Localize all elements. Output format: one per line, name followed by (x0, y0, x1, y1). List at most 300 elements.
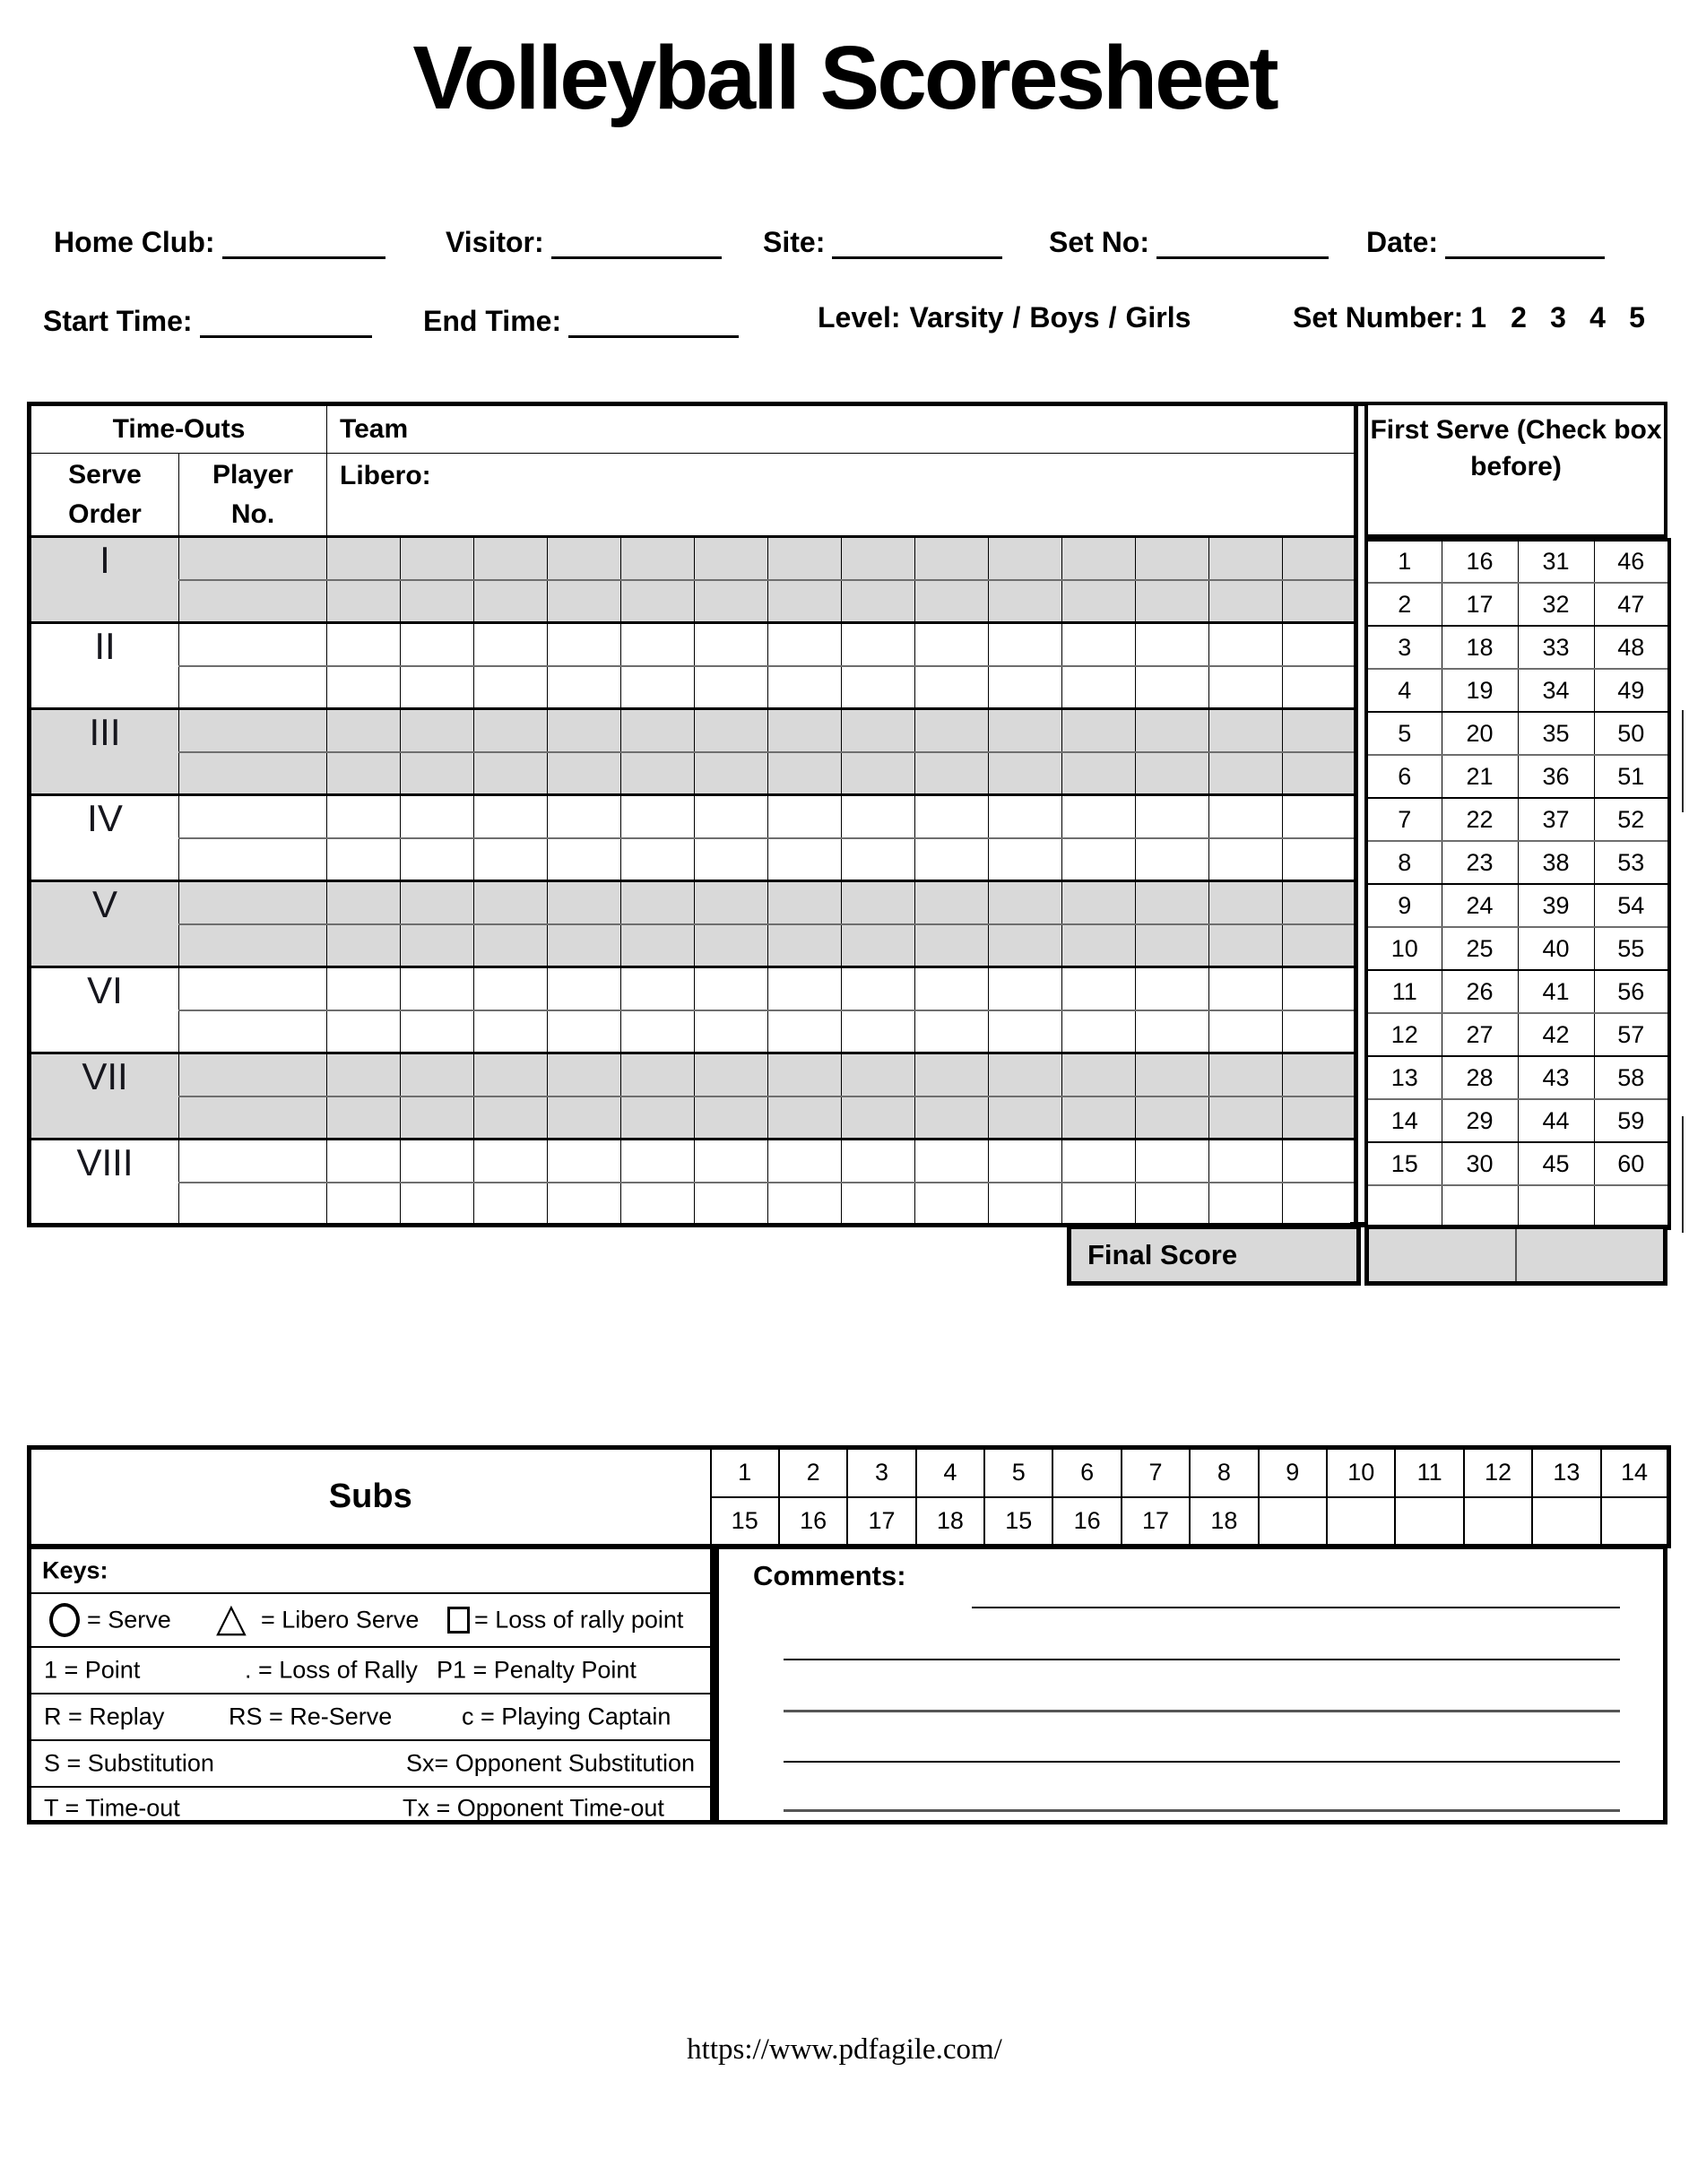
first-serve-number-cell[interactable]: 19 (1442, 669, 1518, 712)
first-serve-number-cell[interactable]: 27 (1442, 1013, 1518, 1056)
score-grid-cell[interactable] (327, 623, 401, 666)
player-no-cell[interactable] (179, 1183, 327, 1226)
score-grid-cell[interactable] (474, 881, 548, 924)
score-grid-cell[interactable] (989, 666, 1062, 709)
score-grid-cell[interactable] (401, 666, 474, 709)
first-serve-number-cell[interactable]: 23 (1442, 841, 1518, 884)
first-serve-number-cell[interactable]: 44 (1518, 1099, 1594, 1142)
score-grid-cell[interactable] (989, 924, 1062, 967)
score-grid-cell[interactable] (1062, 924, 1136, 967)
subs-cell[interactable]: 18 (1190, 1497, 1258, 1547)
score-grid-cell[interactable] (621, 881, 695, 924)
score-grid-cell[interactable] (1209, 1010, 1283, 1053)
score-grid-cell[interactable] (474, 1096, 548, 1140)
score-grid-cell[interactable] (695, 666, 768, 709)
score-grid-cell[interactable] (842, 1183, 915, 1226)
score-grid-cell[interactable] (1062, 752, 1136, 795)
first-serve-number-cell[interactable]: 26 (1442, 970, 1518, 1013)
score-grid-cell[interactable] (327, 924, 401, 967)
first-serve-number-cell[interactable]: 42 (1518, 1013, 1594, 1056)
score-grid-cell[interactable] (695, 709, 768, 752)
comment-line[interactable] (784, 1761, 1620, 1763)
first-serve-number-cell[interactable]: 53 (1594, 841, 1669, 884)
first-serve-number-cell[interactable]: 60 (1594, 1142, 1669, 1185)
score-grid-cell[interactable] (548, 1010, 621, 1053)
player-no-cell[interactable] (179, 838, 327, 881)
subs-cell[interactable]: 17 (847, 1497, 915, 1547)
score-grid-cell[interactable] (768, 795, 842, 838)
score-grid-cell[interactable] (474, 838, 548, 881)
score-grid-cell[interactable] (989, 1096, 1062, 1140)
score-grid-cell[interactable] (1209, 924, 1283, 967)
score-grid-cell[interactable] (1062, 1140, 1136, 1183)
score-grid-cell[interactable] (768, 924, 842, 967)
subs-cell[interactable] (1259, 1497, 1327, 1547)
score-grid-cell[interactable] (401, 537, 474, 580)
score-grid-cell[interactable] (1136, 623, 1209, 666)
home-club-field[interactable] (222, 222, 385, 259)
score-grid-cell[interactable] (327, 1183, 401, 1226)
score-grid-cell[interactable] (621, 967, 695, 1010)
first-serve-number-cell[interactable]: 33 (1518, 626, 1594, 669)
score-grid-cell[interactable] (989, 967, 1062, 1010)
subs-cell[interactable]: 15 (984, 1497, 1052, 1547)
subs-cell[interactable] (1601, 1497, 1669, 1547)
score-grid-cell[interactable] (915, 709, 989, 752)
score-grid-cell[interactable] (621, 752, 695, 795)
score-grid-cell[interactable] (1283, 1183, 1356, 1226)
score-grid-cell[interactable] (548, 1096, 621, 1140)
score-grid-cell[interactable] (695, 537, 768, 580)
score-grid-cell[interactable] (1062, 666, 1136, 709)
subs-cell[interactable] (1532, 1497, 1600, 1547)
score-grid-cell[interactable] (1136, 580, 1209, 623)
score-grid-cell[interactable] (1209, 623, 1283, 666)
score-grid-cell[interactable] (548, 709, 621, 752)
score-grid-cell[interactable] (1136, 838, 1209, 881)
score-grid-cell[interactable] (1062, 881, 1136, 924)
score-grid-cell[interactable] (621, 666, 695, 709)
footer-url[interactable]: https://www.pdfagile.com/ (687, 2033, 1002, 2066)
first-serve-number-cell[interactable]: 57 (1594, 1013, 1669, 1056)
first-serve-number-cell[interactable]: 2 (1366, 583, 1442, 626)
score-grid-cell[interactable] (1209, 1140, 1283, 1183)
score-grid-cell[interactable] (621, 1053, 695, 1096)
score-grid-cell[interactable] (842, 881, 915, 924)
score-grid-cell[interactable] (768, 752, 842, 795)
first-serve-number-cell[interactable]: 34 (1518, 669, 1594, 712)
score-grid-cell[interactable] (989, 580, 1062, 623)
score-grid-cell[interactable] (401, 1010, 474, 1053)
score-grid-cell[interactable] (1062, 1183, 1136, 1226)
first-serve-number-cell[interactable]: 31 (1518, 540, 1594, 583)
subs-cell[interactable]: 9 (1259, 1448, 1327, 1497)
first-serve-number-cell[interactable]: 58 (1594, 1056, 1669, 1099)
score-grid-cell[interactable] (327, 752, 401, 795)
score-grid-cell[interactable] (621, 1096, 695, 1140)
first-serve-number-cell[interactable]: 50 (1594, 712, 1669, 755)
score-grid-cell[interactable] (842, 709, 915, 752)
subs-cell[interactable]: 3 (847, 1448, 915, 1497)
first-serve-number-cell[interactable]: 40 (1518, 927, 1594, 970)
score-grid-cell[interactable] (548, 666, 621, 709)
score-grid-cell[interactable] (768, 1183, 842, 1226)
score-grid-cell[interactable] (621, 924, 695, 967)
score-grid-cell[interactable] (1136, 795, 1209, 838)
score-grid-cell[interactable] (1283, 924, 1356, 967)
player-no-cell[interactable] (179, 1096, 327, 1140)
first-serve-number-cell[interactable]: 43 (1518, 1056, 1594, 1099)
start-time-field[interactable] (200, 301, 372, 338)
score-grid-cell[interactable] (989, 537, 1062, 580)
set-number-option[interactable]: 5 (1629, 301, 1645, 334)
score-grid-cell[interactable] (1136, 666, 1209, 709)
score-grid-cell[interactable] (474, 537, 548, 580)
libero-label[interactable]: Libero: (327, 454, 1356, 537)
first-serve-number-cell[interactable]: 13 (1366, 1056, 1442, 1099)
score-grid-cell[interactable] (1136, 924, 1209, 967)
first-serve-number-cell[interactable]: 59 (1594, 1099, 1669, 1142)
score-grid-cell[interactable] (621, 795, 695, 838)
score-grid-cell[interactable] (768, 838, 842, 881)
score-grid-cell[interactable] (1062, 1010, 1136, 1053)
score-grid-cell[interactable] (401, 1140, 474, 1183)
subs-cell[interactable]: 16 (779, 1497, 847, 1547)
score-grid-cell[interactable] (915, 1053, 989, 1096)
score-grid-cell[interactable] (401, 1096, 474, 1140)
score-grid-cell[interactable] (327, 1096, 401, 1140)
score-grid-cell[interactable] (401, 709, 474, 752)
score-grid-cell[interactable] (768, 1010, 842, 1053)
score-grid-cell[interactable] (842, 1053, 915, 1096)
score-grid-cell[interactable] (1209, 881, 1283, 924)
subs-cell[interactable]: 1 (711, 1448, 779, 1497)
score-grid-cell[interactable] (1283, 666, 1356, 709)
score-grid-cell[interactable] (1136, 967, 1209, 1010)
first-serve-number-cell[interactable]: 30 (1442, 1142, 1518, 1185)
score-grid-cell[interactable] (548, 924, 621, 967)
score-grid-cell[interactable] (1209, 709, 1283, 752)
first-serve-number-cell[interactable]: 28 (1442, 1056, 1518, 1099)
score-grid-cell[interactable] (548, 1053, 621, 1096)
score-grid-cell[interactable] (474, 924, 548, 967)
score-grid-cell[interactable] (1062, 709, 1136, 752)
player-no-cell[interactable] (179, 1010, 327, 1053)
first-serve-number-cell[interactable]: 20 (1442, 712, 1518, 755)
first-serve-number-cell[interactable]: 41 (1518, 970, 1594, 1013)
score-grid-cell[interactable] (695, 623, 768, 666)
score-grid-cell[interactable] (474, 795, 548, 838)
score-grid-cell[interactable] (474, 1140, 548, 1183)
first-serve-number-cell[interactable]: 46 (1594, 540, 1669, 583)
score-grid-cell[interactable] (1062, 967, 1136, 1010)
first-serve-number-cell[interactable]: 25 (1442, 927, 1518, 970)
subs-cell[interactable]: 16 (1052, 1497, 1121, 1547)
score-grid-cell[interactable] (695, 838, 768, 881)
score-grid-cell[interactable] (621, 623, 695, 666)
score-grid-cell[interactable] (401, 924, 474, 967)
score-grid-cell[interactable] (401, 580, 474, 623)
score-grid-cell[interactable] (548, 1183, 621, 1226)
score-grid-cell[interactable] (474, 1010, 548, 1053)
score-grid-cell[interactable] (327, 967, 401, 1010)
first-serve-number-cell[interactable]: 10 (1366, 927, 1442, 970)
score-grid-cell[interactable] (548, 967, 621, 1010)
first-serve-number-cell[interactable]: 14 (1366, 1099, 1442, 1142)
score-grid-cell[interactable] (327, 580, 401, 623)
score-grid-cell[interactable] (695, 580, 768, 623)
score-grid-cell[interactable] (768, 1053, 842, 1096)
comment-line[interactable] (784, 1710, 1620, 1712)
score-grid-cell[interactable] (1283, 838, 1356, 881)
player-no-cell[interactable] (179, 1053, 327, 1096)
set-number-option[interactable]: 1 (1470, 301, 1487, 334)
score-grid-cell[interactable] (695, 1096, 768, 1140)
score-grid-cell[interactable] (915, 967, 989, 1010)
score-grid-cell[interactable] (915, 752, 989, 795)
score-grid-cell[interactable] (915, 1183, 989, 1226)
first-serve-number-cell[interactable]: 5 (1366, 712, 1442, 755)
first-serve-number-cell[interactable]: 49 (1594, 669, 1669, 712)
first-serve-number-cell[interactable]: 21 (1442, 755, 1518, 798)
score-grid-cell[interactable] (915, 623, 989, 666)
score-grid-cell[interactable] (915, 666, 989, 709)
subs-cell[interactable]: 5 (984, 1448, 1052, 1497)
score-grid-cell[interactable] (768, 623, 842, 666)
score-grid-cell[interactable] (401, 623, 474, 666)
subs-cell[interactable]: 13 (1532, 1448, 1600, 1497)
score-grid-cell[interactable] (1136, 752, 1209, 795)
score-grid-cell[interactable] (548, 537, 621, 580)
first-serve-number-cell[interactable] (1442, 1185, 1518, 1228)
score-grid-cell[interactable] (621, 580, 695, 623)
score-grid-cell[interactable] (1136, 1053, 1209, 1096)
score-grid-cell[interactable] (915, 580, 989, 623)
score-grid-cell[interactable] (327, 1140, 401, 1183)
level-option[interactable]: Boys (1029, 301, 1100, 334)
first-serve-number-cell[interactable]: 51 (1594, 755, 1669, 798)
score-grid-cell[interactable] (621, 1010, 695, 1053)
subs-cell[interactable] (1327, 1497, 1395, 1547)
score-grid-cell[interactable] (915, 1096, 989, 1140)
score-grid-cell[interactable] (1283, 967, 1356, 1010)
first-serve-number-cell[interactable]: 11 (1366, 970, 1442, 1013)
score-grid-cell[interactable] (768, 666, 842, 709)
score-grid-cell[interactable] (695, 1183, 768, 1226)
player-no-cell[interactable] (179, 881, 327, 924)
date-field[interactable] (1445, 222, 1605, 259)
score-grid-cell[interactable] (548, 580, 621, 623)
score-grid-cell[interactable] (1136, 1183, 1209, 1226)
comment-line[interactable] (784, 1809, 1620, 1812)
subs-cell[interactable]: 12 (1464, 1448, 1532, 1497)
score-grid-cell[interactable] (842, 1010, 915, 1053)
first-serve-number-cell[interactable]: 45 (1518, 1142, 1594, 1185)
score-grid-cell[interactable] (1283, 1053, 1356, 1096)
score-grid-cell[interactable] (842, 838, 915, 881)
score-grid-cell[interactable] (327, 1010, 401, 1053)
score-grid-cell[interactable] (327, 795, 401, 838)
set-number-option[interactable]: 4 (1589, 301, 1606, 334)
score-grid-cell[interactable] (989, 1010, 1062, 1053)
score-grid-cell[interactable] (695, 1053, 768, 1096)
score-grid-cell[interactable] (989, 709, 1062, 752)
score-grid-cell[interactable] (842, 1140, 915, 1183)
score-grid-cell[interactable] (695, 795, 768, 838)
score-grid-cell[interactable] (1283, 537, 1356, 580)
subs-cell[interactable]: 8 (1190, 1448, 1258, 1497)
first-serve-number-cell[interactable] (1366, 1185, 1442, 1228)
first-serve-number-cell[interactable]: 6 (1366, 755, 1442, 798)
first-serve-number-cell[interactable]: 55 (1594, 927, 1669, 970)
first-serve-number-cell[interactable]: 22 (1442, 798, 1518, 841)
score-grid-cell[interactable] (474, 580, 548, 623)
score-grid-cell[interactable] (401, 795, 474, 838)
first-serve-number-cell[interactable]: 52 (1594, 798, 1669, 841)
player-no-cell[interactable] (179, 537, 327, 580)
first-serve-number-cell[interactable]: 56 (1594, 970, 1669, 1013)
score-grid-cell[interactable] (768, 1140, 842, 1183)
score-grid-cell[interactable] (768, 537, 842, 580)
score-grid-cell[interactable] (1283, 795, 1356, 838)
score-grid-cell[interactable] (1136, 709, 1209, 752)
first-serve-number-cell[interactable]: 1 (1366, 540, 1442, 583)
score-grid-cell[interactable] (842, 580, 915, 623)
player-no-cell[interactable] (179, 967, 327, 1010)
score-grid-cell[interactable] (1136, 881, 1209, 924)
score-grid-cell[interactable] (474, 623, 548, 666)
first-serve-number-cell[interactable]: 17 (1442, 583, 1518, 626)
score-grid-cell[interactable] (1062, 580, 1136, 623)
subs-cell[interactable] (1464, 1497, 1532, 1547)
score-grid-cell[interactable] (327, 838, 401, 881)
score-grid-cell[interactable] (1209, 537, 1283, 580)
score-grid-cell[interactable] (915, 881, 989, 924)
player-no-cell[interactable] (179, 666, 327, 709)
first-serve-number-cell[interactable]: 39 (1518, 884, 1594, 927)
subs-cell[interactable] (1395, 1497, 1463, 1547)
score-grid-cell[interactable] (1209, 1096, 1283, 1140)
end-time-field[interactable] (568, 301, 739, 338)
subs-cell[interactable]: 17 (1122, 1497, 1190, 1547)
score-grid-cell[interactable] (842, 666, 915, 709)
subs-cell[interactable]: 18 (916, 1497, 984, 1547)
score-grid-cell[interactable] (989, 623, 1062, 666)
score-grid-cell[interactable] (1062, 537, 1136, 580)
player-no-cell[interactable] (179, 924, 327, 967)
subs-cell[interactable]: 6 (1052, 1448, 1121, 1497)
first-serve-number-cell[interactable]: 36 (1518, 755, 1594, 798)
score-grid-cell[interactable] (1209, 1183, 1283, 1226)
score-grid-cell[interactable] (1209, 580, 1283, 623)
score-grid-cell[interactable] (548, 1140, 621, 1183)
player-no-cell[interactable] (179, 795, 327, 838)
score-grid-cell[interactable] (842, 623, 915, 666)
subs-cell[interactable]: 4 (916, 1448, 984, 1497)
score-grid-cell[interactable] (915, 924, 989, 967)
score-grid-cell[interactable] (695, 752, 768, 795)
score-grid-cell[interactable] (1283, 1140, 1356, 1183)
first-serve-number-cell[interactable]: 37 (1518, 798, 1594, 841)
score-grid-cell[interactable] (401, 838, 474, 881)
player-no-cell[interactable] (179, 1140, 327, 1183)
score-grid-cell[interactable] (842, 795, 915, 838)
score-grid-cell[interactable] (989, 752, 1062, 795)
first-serve-number-cell[interactable]: 32 (1518, 583, 1594, 626)
player-no-cell[interactable] (179, 580, 327, 623)
score-grid-cell[interactable] (1062, 795, 1136, 838)
score-grid-cell[interactable] (1283, 752, 1356, 795)
score-grid-cell[interactable] (1062, 1096, 1136, 1140)
score-grid-cell[interactable] (842, 537, 915, 580)
first-serve-number-cell[interactable]: 4 (1366, 669, 1442, 712)
first-serve-number-cell[interactable]: 54 (1594, 884, 1669, 927)
score-grid-cell[interactable] (1209, 752, 1283, 795)
score-grid-cell[interactable] (401, 1053, 474, 1096)
subs-cell[interactable]: 2 (779, 1448, 847, 1497)
score-grid-cell[interactable] (621, 838, 695, 881)
score-grid-cell[interactable] (548, 881, 621, 924)
score-grid-cell[interactable] (621, 1183, 695, 1226)
score-grid-cell[interactable] (621, 537, 695, 580)
score-grid-cell[interactable] (327, 881, 401, 924)
score-grid-cell[interactable] (1136, 1096, 1209, 1140)
score-grid-cell[interactable] (915, 537, 989, 580)
score-grid-cell[interactable] (1283, 709, 1356, 752)
score-grid-cell[interactable] (327, 666, 401, 709)
score-grid-cell[interactable] (1062, 838, 1136, 881)
player-no-cell[interactable] (179, 623, 327, 666)
score-grid-cell[interactable] (474, 1053, 548, 1096)
first-serve-number-cell[interactable]: 9 (1366, 884, 1442, 927)
score-grid-cell[interactable] (621, 709, 695, 752)
first-serve-number-cell[interactable] (1594, 1185, 1669, 1228)
first-serve-number-cell[interactable]: 16 (1442, 540, 1518, 583)
score-grid-cell[interactable] (915, 1140, 989, 1183)
score-grid-cell[interactable] (1062, 623, 1136, 666)
comment-line[interactable] (972, 1607, 1620, 1608)
score-grid-cell[interactable] (401, 881, 474, 924)
subs-cell[interactable]: 11 (1395, 1448, 1463, 1497)
score-grid-cell[interactable] (1209, 967, 1283, 1010)
score-grid-cell[interactable] (695, 1010, 768, 1053)
first-serve-number-cell[interactable]: 15 (1366, 1142, 1442, 1185)
score-grid-cell[interactable] (1283, 881, 1356, 924)
score-grid-cell[interactable] (1209, 1053, 1283, 1096)
score-grid-cell[interactable] (1283, 623, 1356, 666)
first-serve-number-cell[interactable]: 38 (1518, 841, 1594, 884)
score-grid-cell[interactable] (1136, 1010, 1209, 1053)
comment-line[interactable] (784, 1659, 1620, 1660)
score-grid-cell[interactable] (695, 924, 768, 967)
first-serve-number-cell[interactable]: 47 (1594, 583, 1669, 626)
score-grid-cell[interactable] (768, 580, 842, 623)
score-grid-cell[interactable] (548, 795, 621, 838)
score-grid-cell[interactable] (327, 709, 401, 752)
set-number-option[interactable]: 3 (1550, 301, 1566, 334)
score-grid-cell[interactable] (768, 709, 842, 752)
score-grid-cell[interactable] (1136, 1140, 1209, 1183)
score-grid-cell[interactable] (695, 1140, 768, 1183)
score-grid-cell[interactable] (474, 1183, 548, 1226)
first-serve-number-cell[interactable]: 29 (1442, 1099, 1518, 1142)
score-grid-cell[interactable] (327, 1053, 401, 1096)
score-grid-cell[interactable] (768, 967, 842, 1010)
subs-cell[interactable]: 7 (1122, 1448, 1190, 1497)
final-score-home-cell[interactable] (1369, 1229, 1517, 1281)
score-grid-cell[interactable] (1136, 537, 1209, 580)
first-serve-number-cell[interactable]: 18 (1442, 626, 1518, 669)
